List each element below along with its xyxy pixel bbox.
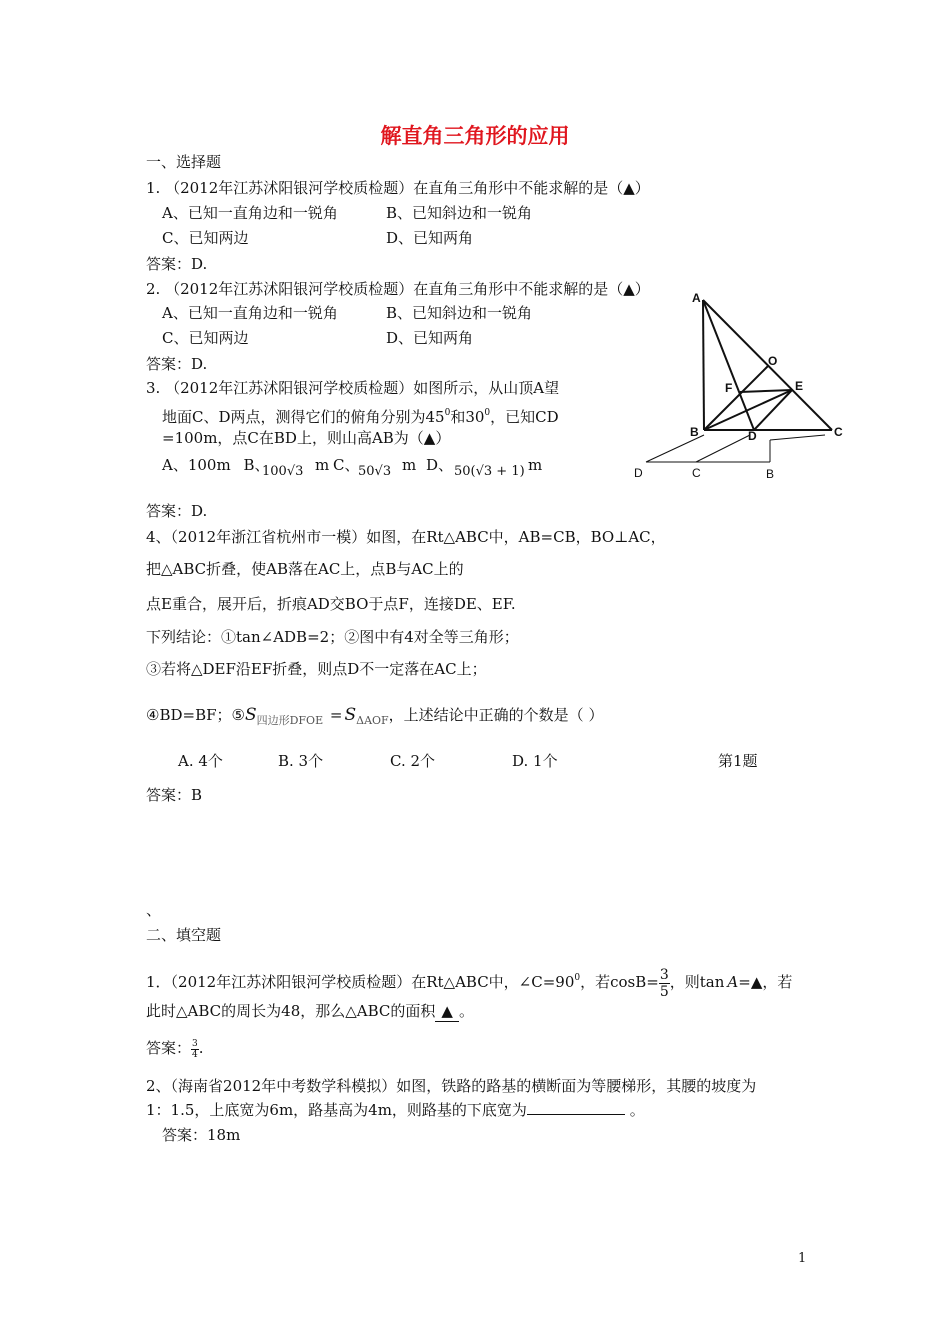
q2-option-c: C、已知两边	[162, 329, 249, 347]
q3-answer: 答案：D.	[146, 502, 208, 520]
q1-option-a: A、已知一直角边和一锐角	[162, 204, 338, 222]
q3-options	[162, 455, 270, 475]
q3-option-d: D、	[426, 456, 454, 474]
triangle-figure	[620, 280, 850, 490]
variable-A: A	[727, 973, 739, 991]
q4-option-c: C. 2个	[390, 752, 436, 770]
q4-line3: 点E重合，展开后，折痕AD交BO于点F，连接DE、EF.	[146, 595, 516, 613]
equals-sign: =	[329, 706, 343, 724]
section-heading-fill: 二、填空题	[146, 926, 222, 944]
f1-answer	[146, 1038, 204, 1060]
f1-line1-text-b: ，若cosB=	[580, 973, 659, 991]
q1-stem: 1. （2012年江苏沭阳银河学校质检题）在直角三角形中不能求解的是（▲）	[146, 179, 650, 197]
q1-option-d: D、已知两角	[386, 229, 474, 247]
f1-line2-text: 此时△ABC的周长为48，那么△ABC的面积	[146, 1002, 436, 1020]
q3-option-d-unit: m	[528, 456, 543, 474]
q3-option-d-math: 50(√3 + 1)	[454, 464, 525, 479]
q1-answer: 答案：D.	[146, 255, 208, 273]
area-subscript-1: 四边形DFOE	[256, 714, 324, 727]
q1-option-b: B、已知斜边和一锐角	[386, 204, 533, 222]
point-label-F: F	[725, 381, 733, 395]
q2-answer: 答案：D.	[146, 355, 208, 373]
sub-label-C: C	[692, 466, 701, 480]
q3-option-b-math: 100√3	[262, 464, 304, 479]
stray-mark: 、	[146, 901, 162, 919]
point-label-B: B	[690, 425, 699, 439]
f2-line1: 2、（海南省2012年中考数学科模拟）如图，铁路的路基的横断面为等腰梯形，其腰的坡度为	[146, 1077, 757, 1095]
frac-numerator: 3	[659, 966, 669, 983]
q2-option-d: D、已知两角	[386, 329, 474, 347]
q4-answer: 答案：B	[146, 786, 203, 804]
q3-option-c-unit: m	[402, 456, 417, 474]
f2-line2-tail: 。	[629, 1101, 645, 1119]
page-title: 解直角三角形的应用	[380, 123, 570, 148]
q3-option-b-unit: m	[315, 456, 330, 474]
edge-AB	[703, 300, 704, 430]
page-number: 1	[798, 1251, 807, 1266]
q3-option-c: C、	[333, 456, 360, 474]
segment-BE	[704, 390, 792, 430]
degree-superscript: 0	[484, 408, 491, 418]
q4-option-d: D. 1个	[512, 752, 558, 770]
f1-line2	[146, 1001, 474, 1022]
area-subscript-2: ΔAOF	[356, 714, 389, 727]
degree-superscript: 0	[574, 973, 581, 983]
q4-line5: ③若将△DEF沿EF折叠，则点D不一定落在AC上；	[146, 660, 487, 678]
fraction-answer	[191, 1039, 199, 1060]
q3-line1: 3. （2012年江苏沭阳银河学校质检题）如图所示，从山顶A望	[146, 379, 560, 397]
segment-BO	[704, 366, 768, 430]
f1-answer-label: 答案：	[146, 1039, 192, 1057]
sub-line-1	[646, 435, 704, 462]
answer-blank	[435, 1001, 459, 1022]
q3-option-d-value	[454, 462, 525, 482]
q3-option-b-value	[262, 462, 303, 482]
q4-line1: 4、（2012年浙江省杭州市一模）如图，在Rt△ABC中，AB=CB，BO⊥AC，	[146, 528, 666, 546]
sub-line-2	[696, 435, 750, 462]
area-symbol-s2: S	[344, 705, 357, 725]
q3-line2-text-c: ，已知CD	[490, 408, 559, 426]
f2-line2-text: 1：1.5，上底宽为6m，路基高为4m，则路基的下底宽为	[146, 1101, 527, 1119]
q4-line6	[146, 705, 603, 731]
point-label-C: C	[834, 425, 843, 439]
q4-option-b: B. 3个	[278, 752, 324, 770]
f2-answer: 答案：18m	[162, 1126, 241, 1144]
q3-option-b: B、	[243, 456, 270, 474]
point-label-D: D	[748, 429, 757, 443]
blank-mark: ▲	[441, 1002, 453, 1020]
q2-stem: 2. （2012年江苏沭阳银河学校质检题）在直角三角形中不能求解的是（▲）	[146, 280, 650, 298]
q3-line3: =100m，点C在BD上，则山高AB为（▲）	[162, 429, 451, 447]
frac-denominator: 5	[659, 983, 669, 1000]
frac-numerator: 3	[192, 1038, 198, 1049]
f1-line1-text-c: ，则tan	[669, 973, 725, 991]
frac-denominator: 4	[192, 1049, 198, 1060]
degree-superscript: 0	[444, 408, 451, 418]
point-label-E: E	[795, 379, 804, 393]
area-symbol-s1: S	[244, 705, 257, 725]
sub-line-5	[770, 435, 825, 440]
q3-line2	[162, 403, 559, 427]
f1-line1-text-d: =▲，若	[738, 973, 793, 991]
q2-option-a: A、已知一直角边和一锐角	[162, 304, 338, 322]
answer-blank	[527, 1100, 625, 1115]
q4-option-a: A. 4个	[178, 752, 223, 770]
q4-line2: 把△ABC折叠，使AB落在AC上，点B与AC上的	[146, 560, 464, 578]
q4-line4: 下列结论：①tan∠ADB=2；②图中有4对全等三角形；	[146, 628, 519, 646]
segment-FE	[740, 390, 792, 392]
fraction-cosB	[659, 967, 670, 1000]
q3-option-a: A、100m	[162, 456, 231, 474]
f2-line2	[146, 1100, 645, 1120]
q3-option-c-math: 50√3	[358, 464, 392, 479]
q3-option-c-value	[358, 462, 391, 482]
q3-line2-text: 地面C、D两点，测得它们的俯角分别为45	[162, 408, 445, 426]
figure-caption: 第1题	[718, 752, 758, 770]
segment-DE	[754, 390, 792, 430]
point-label-O: O	[768, 354, 778, 368]
f1-answer-tail: .	[198, 1039, 204, 1057]
q2-option-b: B、已知斜边和一锐角	[386, 304, 533, 322]
point-label-A: A	[692, 291, 701, 305]
f1-line1-text: 1．（2012年江苏沭阳银河学校质检题）在Rt△ABC中，∠C=90	[146, 973, 575, 991]
sub-label-D: D	[634, 466, 643, 480]
f1-line1	[146, 960, 792, 1000]
q4-line6-tail: ，上述结论中正确的个数是（ ）	[388, 706, 604, 724]
q4-line6-text: ④BD=BF；⑤	[146, 706, 245, 724]
q3-line2-text-b: 和30	[450, 408, 485, 426]
section-heading-choice: 一、选择题	[146, 153, 222, 171]
q1-option-c: C、已知两边	[162, 229, 249, 247]
f1-line2-tail: 。	[458, 1002, 474, 1020]
sub-label-B: B	[766, 467, 775, 481]
